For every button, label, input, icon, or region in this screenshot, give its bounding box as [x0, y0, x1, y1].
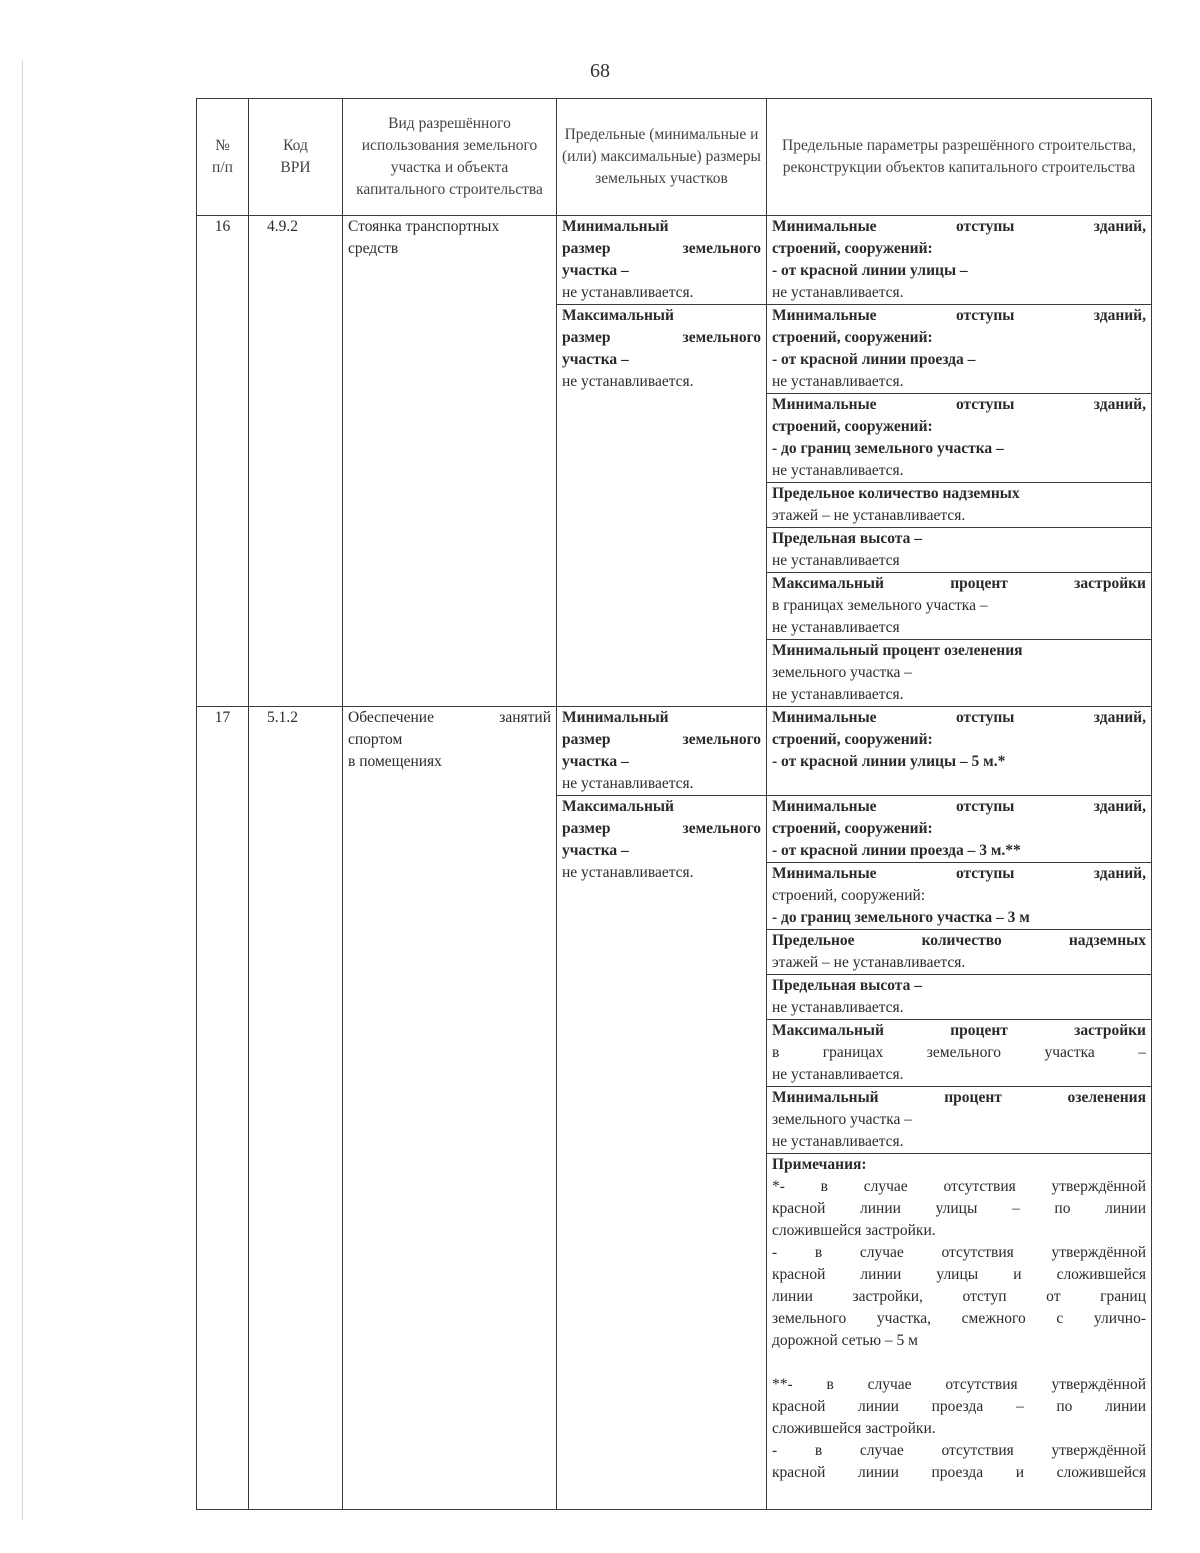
param-cell: Предельная высота – не устанавливается. — [767, 975, 1152, 1020]
param-cell: Минимальный процент озеленения земельного участка – не устанавливается. — [767, 1087, 1152, 1154]
table-row — [197, 216, 1152, 305]
row-kind: Стоянка транспортных средств — [343, 216, 557, 707]
param-cell: Максимальный процент застройки в границах земельного участка – не устанавливается. — [767, 1020, 1152, 1087]
table-header-row — [197, 99, 1152, 216]
notes-title: Примечания: — [772, 1156, 867, 1173]
param-cell: Минимальные отступы зданий, строений, сооружений: - от красной линии проезда – 3 м.** — [767, 796, 1152, 863]
row-number: 16 — [197, 216, 249, 707]
param-cell: Минимальные отступы зданий, строений, сооружений: - от красной линии улицы – не устанавливается. — [767, 216, 1152, 305]
param-cell: Предельное количество надземных этажей – не устанавливается. — [767, 483, 1152, 528]
param-cell: Предельная высота – не устанавливается — [767, 528, 1152, 573]
param-cell: Предельное количество надземных этажей – не устанавливается. — [767, 930, 1152, 975]
regulations-table — [196, 98, 1152, 1510]
param-cell: Максимальный процент застройки в границах земельного участка – не устанавливается — [767, 573, 1152, 640]
header-params: Предельные параметры разрешённого строительства, реконструкции объектов капитального строительства — [767, 99, 1152, 216]
param-cell: Минимальный процент озеленения земельного участка – не устанавливается. — [767, 640, 1152, 707]
min-size-cell: Минимальный размер земельного участка – не устанавливается. — [557, 707, 767, 796]
row-number: 17 — [197, 707, 249, 1510]
row-code: 5.1.2 — [249, 707, 343, 1510]
header-sizes: Предельные (минимальные и (или) максимальные) размеры земельных участков — [557, 99, 767, 216]
scan-edge-line — [22, 60, 23, 1520]
notes-cell: Примечания: *- в случае отсутствия утверждённой красной линии улицы – по линии сложившейся застройки. - в случае отсутствия утверждённой красной линии улицы и сложившейся линии застройки, отступ от границ земельного участка, смежного с улично- дорожной сетью – 5 м **- в случае отсутствия утверждённой красной линии проезда – по линии сложившейся застройки. - в случае отсутствия утверждённой красной линии проезда и сложившейся — [767, 1154, 1152, 1510]
param-cell: Минимальные отступы зданий, строений, сооружений: - до границ земельного участка – 3 м — [767, 863, 1152, 930]
header-code: Код ВРИ — [249, 99, 343, 216]
page-number: 68 — [590, 60, 610, 82]
param-cell: Минимальные отступы зданий, строений, сооружений: - до границ земельного участка – не устанавливается. — [767, 394, 1152, 483]
min-size-cell: Минимальный размер земельного участка – не устанавливается. — [557, 216, 767, 305]
param-cell: Минимальные отступы зданий, строений, сооружений: - от красной линии проезда – не устанавливается. — [767, 305, 1152, 394]
row-code: 4.9.2 — [249, 216, 343, 707]
header-kind: Вид разрешённого использования земельного участка и объекта капитального строительства — [343, 99, 557, 216]
row-kind: Обеспечение занятий спортом в помещениях — [343, 707, 557, 1510]
max-size-cell: Максимальный размер земельного участка – не устанавливается. — [557, 305, 767, 707]
table-row — [197, 707, 1152, 796]
param-cell: Минимальные отступы зданий, строений, сооружений: - от красной линии улицы – 5 м.* — [767, 707, 1152, 796]
header-num: № п/п — [197, 99, 249, 216]
max-size-cell: Максимальный размер земельного участка – не устанавливается. — [557, 796, 767, 1510]
